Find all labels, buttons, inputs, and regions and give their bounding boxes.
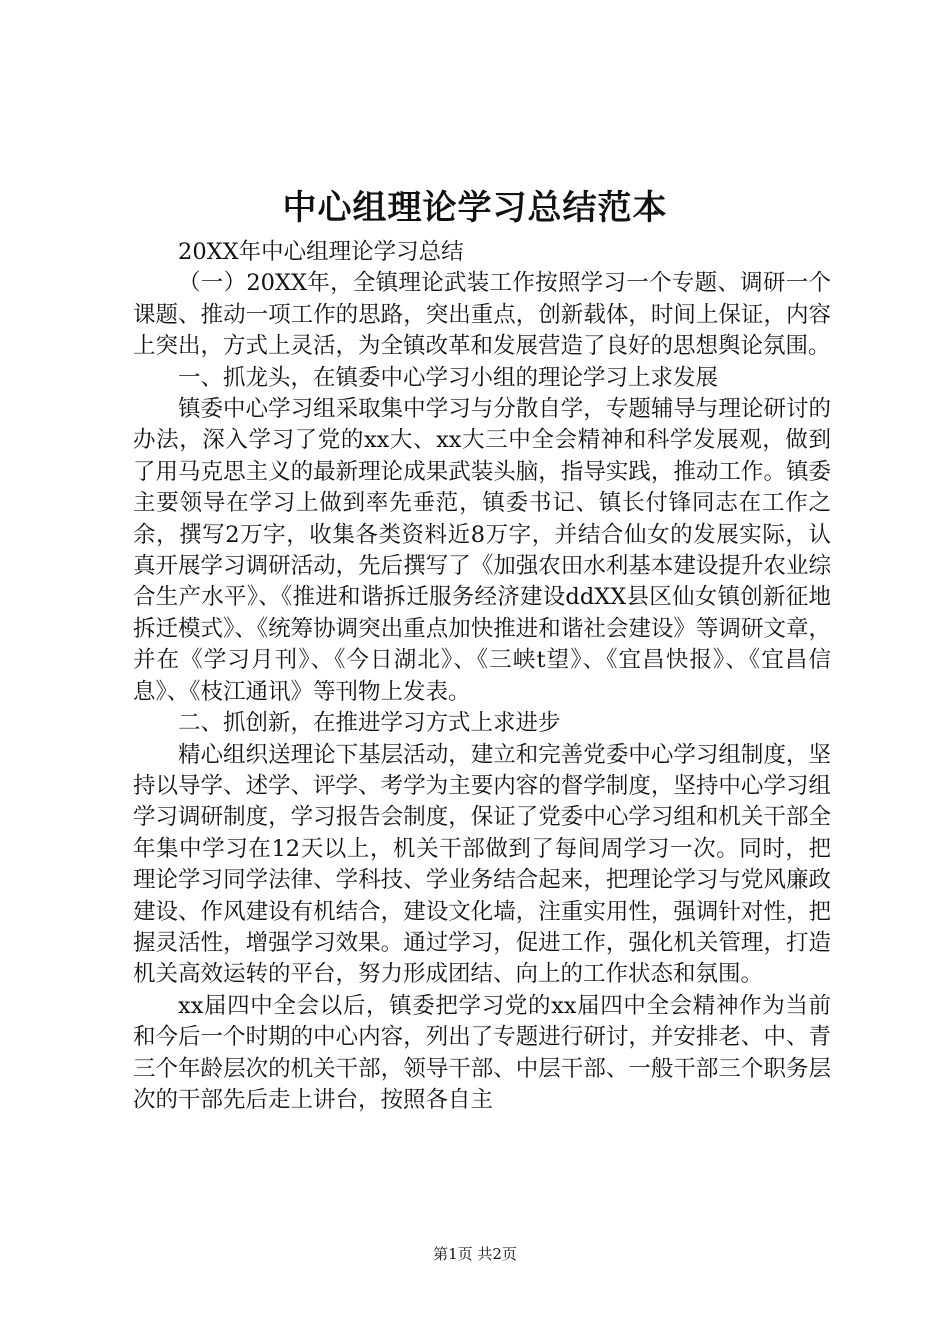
section-heading-2: 二、抓创新，在推进学习方式上求进步 bbox=[178, 710, 561, 737]
paragraph-continued: xx届四中全会以后，镇委把学习党的xx届四中全会精神作为当前和今后一个时期的中心内容，列出了专题进行研讨，并安排老、中、青三个年龄层次的机关干部，领导干部、中层干部、一般干部三个职务层次的干部先后走上讲台，按照各自主 bbox=[133, 992, 831, 1113]
section-heading-1: 一、抓龙头，在镇委中心学习小组的理论学习上求发展 bbox=[178, 364, 719, 391]
page-footer: 第1页 共2页 bbox=[433, 1245, 517, 1263]
paragraph-section-2: 精心组织送理论下基层活动，建立和完善党委中心学习组制度，坚持以导学、述学、评学、考学为主要内容的督学制度，坚持中心学习组学习调研制度，学习报告会制度，保证了党委中心学习组和机关干部全年集中学习在12天以上，机关干部做到了每间周学习一次。同时，把理论学习同学法律、学科技、学业务结合起来，把理论学习与党风廉政建设、作风建设有机结合，建设文化墙，注重实用性，强调针对性，把握灵活性，增强学习效果。通过学习，促进工作，强化机关管理，打造机关高效运转的平台，努力形成团结、向上的工作状态和氛围。 bbox=[133, 741, 831, 988]
document-title: 中心组理论学习总结范本 bbox=[282, 188, 668, 228]
paragraph-subtitle: 20XX年中心组理论学习总结 bbox=[178, 239, 464, 265]
paragraph-intro: （一）20XX年，全镇理论武装工作按照学习一个专题、调研一个课题、推动一项工作的思路，突出重点，创新载体，时间上保证，内容上突出，方式上灵活，为全镇改革和发展营造了良好的思想舆论氛围。 bbox=[133, 270, 831, 360]
paragraph-section-1: 镇委中心学习组采取集中学习与分散自学，专题辅导与理论研讨的办法，深入学习了党的xx大、xx大三中全会精神和科学发展观，做到了用马克思主义的最新理论成果武装头脑，指导实践，推动工作。镇委主要领导在学习上做到率先垂范，镇委书记、镇长付锋同志在工作之余，撰写2万字，收集各类资料近8万字，并结合仙女的发展实际，认真开展学习调研活动，先后撰写了《加强农田水利基本建设提升农业综合生产水平》、《推进和谐拆迁服务经济建设ddXX县区仙女镇创新征地拆迁模式》、《统筹协调突出重点加快推进和谐社会建设》等调研文章，并在《学习月刊》、《今日湖北》、《三峡t望》、《宜昌快报》、《宜昌信息》、《枝江通讯》等刊物上发表。 bbox=[133, 396, 831, 705]
document-body bbox=[133, 237, 831, 1116]
